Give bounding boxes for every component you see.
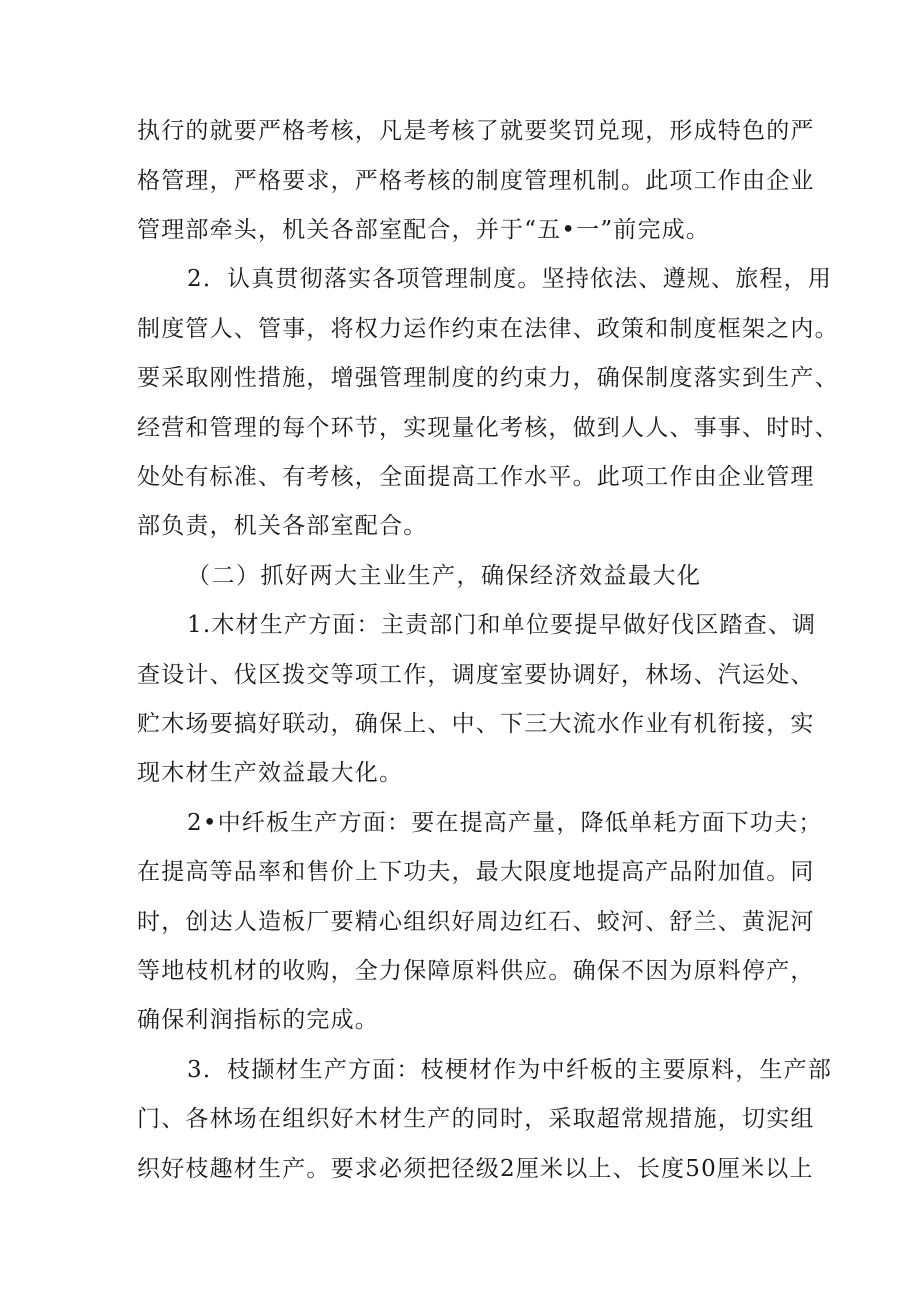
paragraph-start-line: 3．枝撷材生产方面：枝梗材作为中纤板的主要原料，生产部 [187, 1057, 833, 1083]
text-line: 织好枝趣材生产。要求必须把径级2厘米以上、长度50厘米以上 [137, 1156, 814, 1182]
text-line: 处处有标准、有考核，全面提高工作水平。此项工作由企业管理 [137, 464, 815, 490]
text-line: 现木材生产效益最大化。 [137, 760, 404, 786]
text-line: 经营和管理的每个环节，实现量化考核，做到人人、事事、时时、 [137, 415, 839, 441]
text-line: 部负责，机关各部室配合。 [137, 513, 428, 539]
text-line: 门、各林场在组织好木材生产的同时，采取超常规措施，切实组 [137, 1106, 815, 1132]
text-line: 等地枝机材的收购，全力保障原料供应。确保不因为原料停产， [137, 958, 815, 984]
text-line: 查设计、伐区拨交等项工作，调度室要协调好，林场、汽运处、 [137, 662, 815, 688]
section-heading: （二）抓好两大主业生产，确保经济效益最大化 [187, 563, 702, 589]
paragraph-start-line: 2．认真贯彻落实各项管理制度。坚持依法、遵规、旅程，用 [187, 266, 833, 292]
text-line: 贮木场要搞好联动，确保上、中、下三大流水作业有机衔接，实 [137, 711, 815, 737]
text-line: 格管理，严格要求，严格考核的制度管理机制。此项工作由企业 [137, 168, 815, 194]
paragraph-start-line: 1.木材生产方面：主责部门和单位要提早做好伐区踏查、调 [187, 612, 817, 638]
text-line: 执行的就要严格考核，凡是考核了就要奖罚兑现，形成特色的严 [137, 118, 815, 144]
text-line: 管理部牵头，机关各部室配合，并于“五•一”前完成。 [137, 217, 711, 243]
text-line: 要采取刚性措施，增强管理制度的约束力，确保制度落实到生产、 [137, 365, 839, 391]
paragraph-start-line: 2•中纤板生产方面：要在提高产量，降低单耗方面下功夫； [187, 810, 823, 836]
text-line: 时，创达人造板厂要精心组织好周边红石、蛟河、舒兰、黄泥河 [137, 909, 815, 935]
text-line: 制度管人、管事，将权力运作约束在法律、政策和制度框架之内。 [137, 316, 839, 342]
text-line: 确保利润指标的完成。 [137, 1007, 379, 1033]
text-line: 在提高等品率和售价上下功夫，最大限度地提高产品附加值。同 [137, 859, 815, 885]
